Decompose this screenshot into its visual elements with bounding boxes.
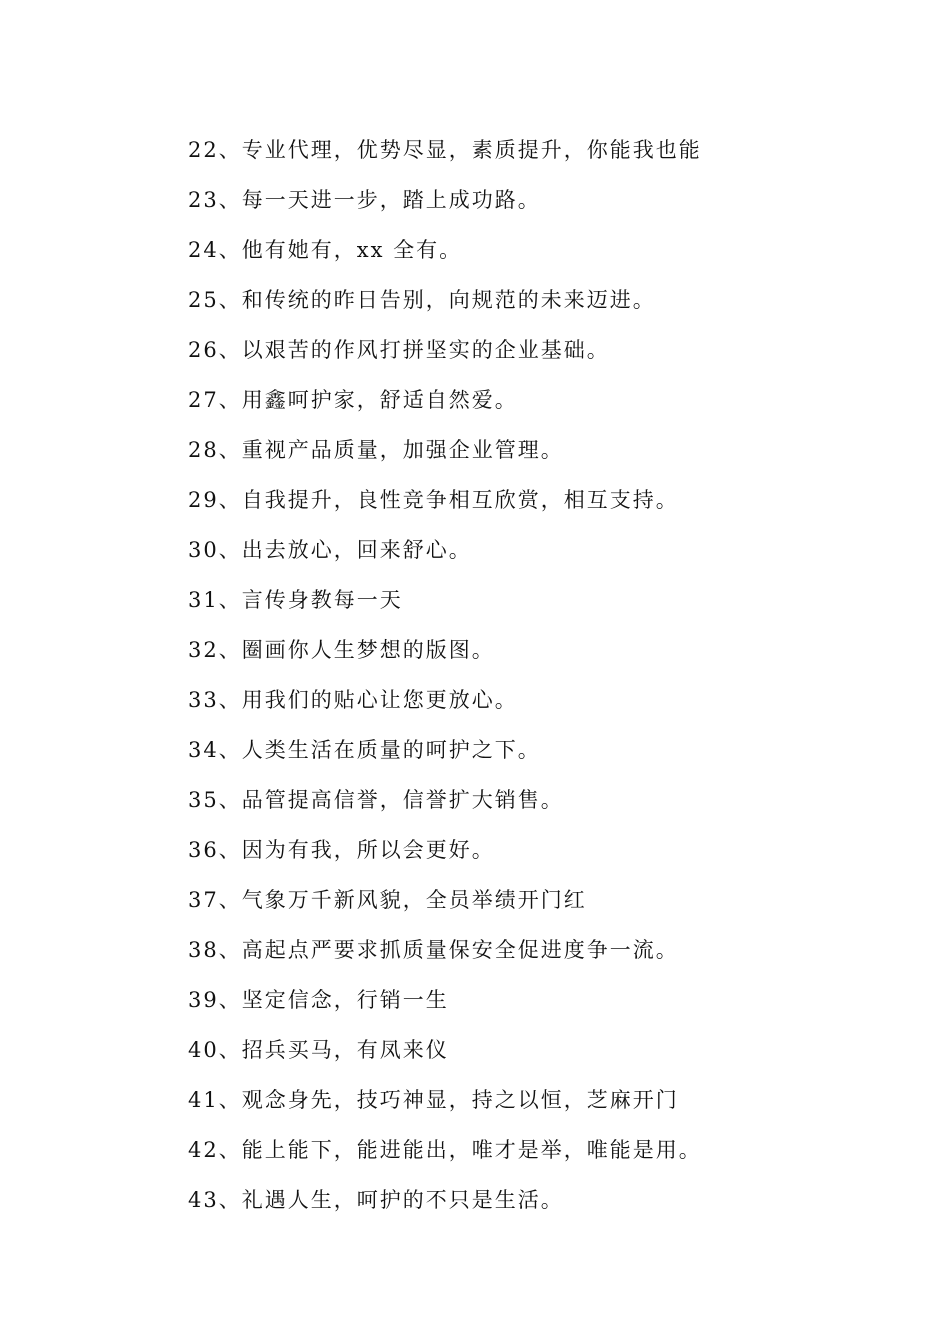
slogan-line-37: 37、气象万千新风貌，全员举绩开门红 [188,888,587,912]
slogan-line-43: 43、礼遇人生，呵护的不只是生活。 [188,1188,564,1212]
slogan-line-23: 23、每一天进一步，踏上成功路。 [188,188,541,212]
slogan-line-42: 42、能上能下，能进能出，唯才是举，唯能是用。 [188,1138,702,1162]
slogan-line-38: 38、高起点严要求抓质量保安全促进度争一流。 [188,938,679,962]
slogan-line-26: 26、以艰苦的作风打拼坚实的企业基础。 [188,338,610,362]
slogan-line-36: 36、因为有我，所以会更好。 [188,838,495,862]
slogan-list [188,136,888,1236]
slogan-line-39: 39、坚定信念，行销一生 [188,988,449,1012]
slogan-line-24: 24、他有她有，xx 全有。 [188,238,463,262]
slogan-line-22: 22、专业代理，优势尽显，素质提升，你能我也能 [188,138,702,162]
slogan-line-30: 30、出去放心，回来舒心。 [188,538,472,562]
slogan-line-32: 32、圈画你人生梦想的版图。 [188,638,495,662]
slogan-line-40: 40、招兵买马，有凤来仪 [188,1038,449,1062]
slogan-line-27: 27、用鑫呵护家，舒适自然爱。 [188,388,518,412]
slogan-line-35: 35、品管提高信誉，信誉扩大销售。 [188,788,564,812]
slogan-line-29: 29、自我提升，良性竞争相互欣赏，相互支持。 [188,488,679,512]
slogan-line-34: 34、人类生活在质量的呵护之下。 [188,738,541,762]
slogan-line-31: 31、言传身教每一天 [188,588,403,612]
slogan-line-25: 25、和传统的昨日告别，向规范的未来迈进。 [188,288,656,312]
slogan-line-28: 28、重视产品质量，加强企业管理。 [188,438,564,462]
slogan-line-33: 33、用我们的贴心让您更放心。 [188,688,518,712]
slogan-line-41: 41、观念身先，技巧神显，持之以恒，芝麻开门 [188,1088,679,1112]
